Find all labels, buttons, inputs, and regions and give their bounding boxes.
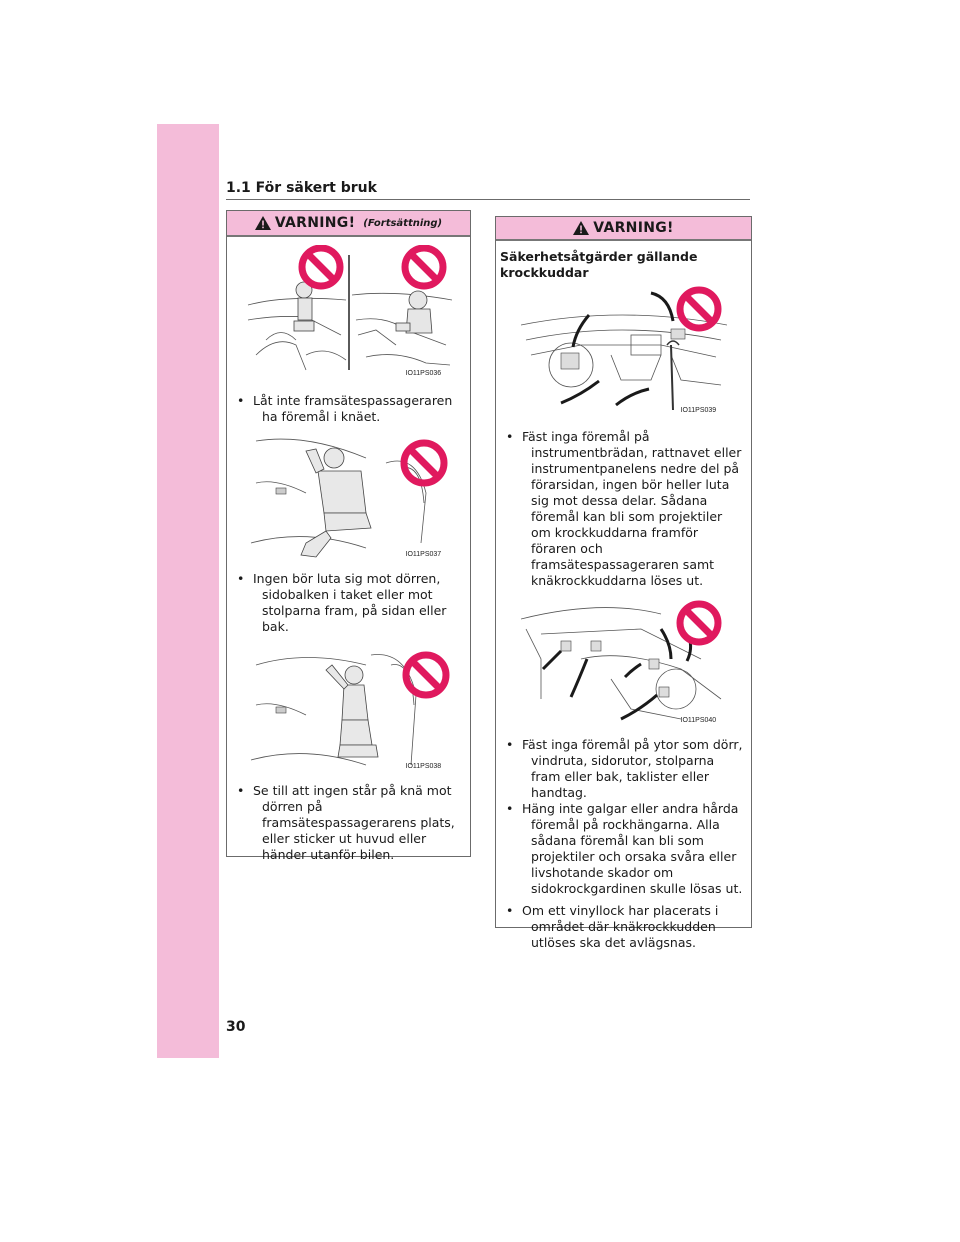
- warning-subtitle: (Fortsättning): [363, 217, 443, 229]
- bullet-item: • Fäst inga föremål på instrumentbrädan, rattnavet eller instrumentpanelens nedre del på förarsidan, ingen bör heller luta sig mot dessa delar. Sådana föremål kan bli som projektiler om krockkuddarna framför föraren och framsätespassageraren samt knäkrockkuddarna löses ut.: [506, 429, 742, 588]
- figure-code: IO11PS038: [405, 763, 442, 770]
- bullet-item: • Ingen bör luta sig mot dörren, sidobalken i taket eller mot stolparna fram, på sidan eller bak.: [237, 571, 447, 634]
- figure-kneeling-passenger: [246, 645, 452, 775]
- warning-box-airbags: [495, 216, 752, 950]
- warning-title: VARNING!: [274, 215, 356, 231]
- warning-triangle-icon: [255, 216, 271, 230]
- bullet-item: • Häng inte galgar eller andra hårda föremål på rockhängarna. Alla sådana föremål kan bli som projektiler och orsaka svåra eller livshotande skador om sidokrockgardinen skulle lösas ut.: [506, 801, 743, 896]
- warning-title: VARNING!: [593, 220, 674, 236]
- section-divider: [226, 199, 750, 200]
- bullet-item: • Låt inte framsätespassageraren ha föremål i knäet.: [237, 393, 453, 424]
- bullet-item: • Om ett vinyllock har placerats i området där knäkrockkudden utlöses ska det avlägsnas.: [506, 903, 719, 950]
- warning-box-continued: [226, 210, 471, 862]
- figure-interior-surfaces: [521, 599, 727, 729]
- warning-triangle-icon: [573, 221, 589, 235]
- figure-leaning-on-door: [246, 433, 452, 563]
- page-number: 30: [226, 1019, 246, 1035]
- figure-code: IO11PS037: [405, 551, 442, 558]
- figure-passenger-lap-objects: [246, 245, 452, 385]
- figure-dashboard-airbags: [521, 285, 727, 421]
- chapter-sidebar-tab: [157, 124, 219, 1058]
- section-header: 1.1 För säkert bruk: [226, 180, 377, 196]
- figure-code: IO11PS040: [680, 717, 717, 724]
- warning-header: [227, 211, 470, 237]
- bullet-item: • Fäst inga föremål på ytor som dörr, vindruta, sidorutor, stolparna fram eller bak, taklister eller handtag.: [506, 737, 743, 800]
- figure-code: IO11PS036: [405, 370, 442, 377]
- subheading: Säkerhetsåtgärder gällande krockkuddar: [500, 249, 698, 280]
- warning-header: [496, 217, 751, 241]
- figure-code: IO11PS039: [680, 407, 717, 414]
- bullet-item: • Se till att ingen står på knä mot dörren på framsätespassagerarens plats, eller sticker ut huvud eller händer utanför bilen.: [237, 783, 455, 862]
